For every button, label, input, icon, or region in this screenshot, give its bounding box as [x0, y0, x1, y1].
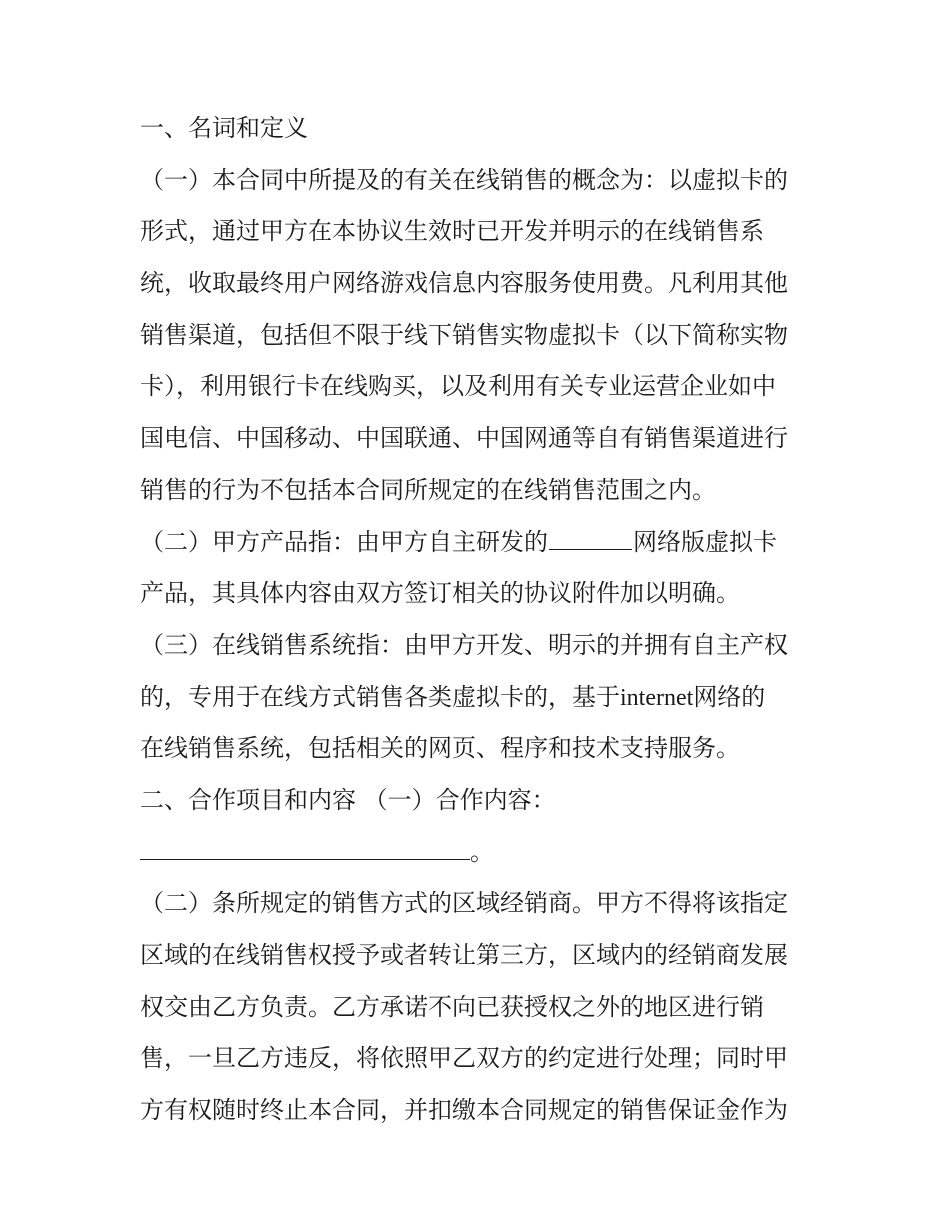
product-definition-line	[140, 517, 815, 569]
paragraph-line: 统，收取最终用户网络游戏信息内容服务使用费。凡利用其他	[140, 269, 788, 298]
product-line-prefix: （二）甲方产品指：由甲方自主研发的	[140, 527, 548, 556]
paragraph-line: 卡），利用银行卡在线购买，以及利用有关专业运营企业如中	[140, 372, 776, 401]
paragraph-line: 权交由乙方负责。乙方承诺不向已获授权之外的地区进行销	[140, 992, 764, 1021]
paragraph-line: （二）条所规定的销售方式的区域经销商。甲方不得将该指定	[140, 889, 788, 918]
paragraph-line: 在线销售系统，包括相关的网页、程序和技术支持服务。	[140, 734, 740, 763]
paragraph-line: 销售渠道，包括但不限于线下销售实物虚拟卡（以下简称实物	[140, 320, 788, 349]
internet-line-suffix: 网络的	[693, 682, 766, 711]
paragraph-line: 区域的在线销售权授予或者转让第三方，区域内的经销商发展	[140, 941, 788, 969]
blank-line-period: 。	[470, 837, 494, 866]
paragraph-line: 销售的行为不包括本合同所规定的在线销售范围之内。	[140, 475, 716, 504]
cooperation-content-blank	[140, 829, 470, 860]
cooperation-content-blank-line	[140, 827, 815, 879]
paragraph-line: 售，一旦乙方违反，将依照甲乙双方的约定进行处理；同时甲	[140, 1044, 788, 1073]
section-heading-definitions: 一、名词和定义	[140, 114, 308, 142]
paragraph-line: 国电信、中国移动、中国联通、中国网通等自有销售渠道进行	[140, 424, 788, 453]
paragraph-line: 形式，通过甲方在本协议生效时已开发并明示的在线销售系	[140, 217, 764, 246]
product-line-suffix: 网络版虚拟卡	[633, 527, 777, 556]
paragraph-line: （一）本合同中所提及的有关在线销售的概念为：以虚拟卡的	[140, 165, 788, 194]
internet-line	[140, 672, 815, 724]
internet-line-prefix: 的，专用于在线方式销售各类虚拟卡的，基于	[140, 682, 620, 711]
paragraph-line: 方有权随时终止本合同，并扣缴本合同规定的销售保证金作为	[140, 1096, 788, 1125]
document-body	[140, 103, 815, 1137]
internet-word: internet	[620, 684, 694, 711]
section-heading-cooperation: 二、合作项目和内容 （一）合作内容：	[140, 785, 556, 814]
paragraph-line: 产品，其具体内容由双方签订相关的协议附件加以明确。	[140, 579, 740, 608]
product-name-blank	[549, 519, 632, 550]
paragraph-line: （三）在线销售系统指：由甲方开发、明示的并拥有自主产权	[140, 630, 788, 659]
